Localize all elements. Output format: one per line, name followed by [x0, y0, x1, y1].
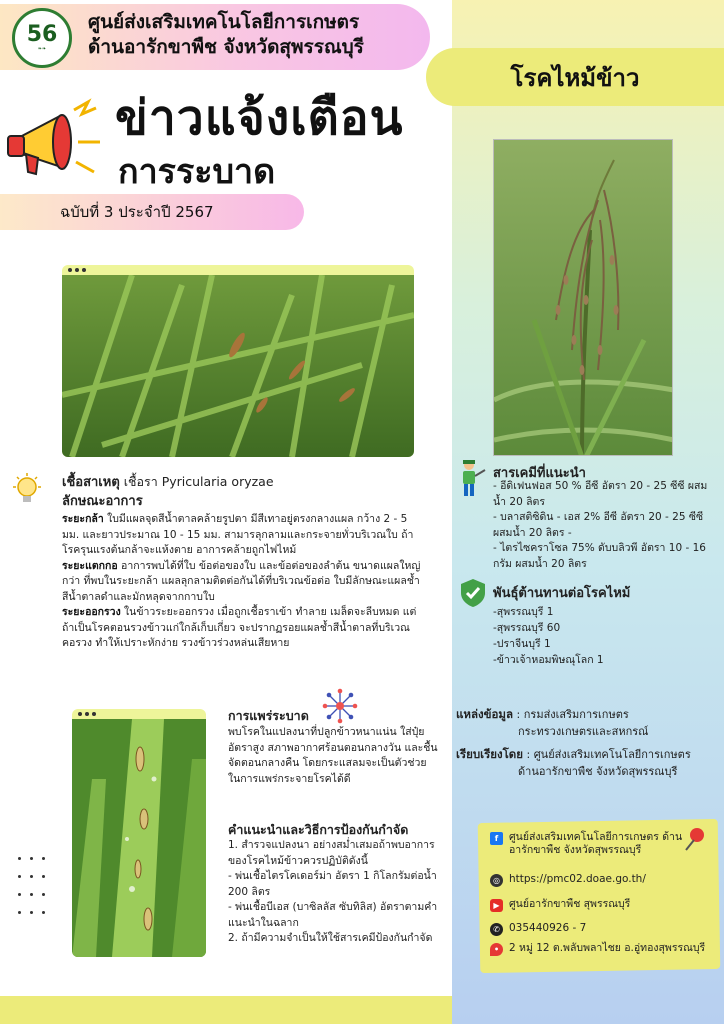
symptom-item: [62, 559, 422, 606]
source-line: [456, 706, 718, 723]
cause-label: เชื้อสาเหตุ: [62, 475, 120, 490]
compiled-line2: ด้านอารักขาพืช จังหวัดสุพรรณบุรี: [518, 765, 678, 778]
location-pin-icon: •: [490, 943, 503, 956]
variety-item: -สุพรรณบุรี 60: [493, 622, 561, 634]
compiled-line: [456, 746, 718, 763]
symptom-stage: ระยะกล้า: [62, 513, 104, 525]
source-label: แหล่งข้อมูล: [456, 707, 514, 721]
globe-icon: ◎: [490, 874, 503, 887]
source-value: : กรมส่งเสริมการเกษตร: [513, 708, 629, 721]
recommend-title: คำแนะนำและวิธีการป้องกันกำจัด: [228, 822, 409, 837]
farmer-sprayer-icon: [455, 458, 487, 498]
org-logo: [12, 8, 72, 68]
compiled-label: เรียบเรียงโดย: [456, 747, 523, 761]
decorative-dots: [18, 857, 58, 937]
leaf-lesion-photo-frame: [72, 709, 206, 957]
phone-icon: ✆: [490, 923, 503, 936]
contact-address: [490, 942, 705, 956]
chemicals-text: [493, 479, 713, 572]
cause-text: เชื้อรา Pyricularia oryzae: [119, 474, 274, 489]
spread-title: การแพร่ระบาด: [228, 708, 309, 723]
bottom-bar: [0, 996, 452, 1024]
compiled-value: : ศูนย์ส่งเสริมเทคโนโลยีการเกษตร: [523, 748, 691, 761]
disease-name-banner: [426, 48, 724, 106]
symptom-item: [62, 605, 422, 652]
leaf-blast-photo-frame: [62, 265, 414, 457]
issue-number: ฉบับที่ 3 ประจำปี 2567: [60, 203, 214, 221]
symptom-description: อาการพบได้ที่ใบ ข้อต่อของใบ และข้อต่อของลำต้น ขนาดแผลใหญ่กว่า ที่พบในระยะกล้า แผลลุกลามติดต่อกันได้ที่บริเวณข้อต่อ ใบมีลักษณะแผลช้ำสีน้ำตาลดำและมักหลุดจากกาบใบ: [62, 559, 421, 603]
cause-line: [62, 471, 274, 492]
source-block: [456, 706, 718, 780]
rice-panicle-photo: [493, 139, 673, 456]
disease-name: โรคไหม้ข้าว: [510, 63, 640, 92]
recommend-line: - พ่นเชื้อไตรโคเดอร์ม่า อัตรา 1 กิโลกรัมต่อน้ำ 200 ลิตร: [228, 870, 437, 898]
facebook-text: ศูนย์ส่งเสริมเทคโนโลยีการเกษตร ด้านอารักขาพืช จังหวัดสุพรรณบุรี: [509, 831, 683, 856]
logo-number: 56: [26, 22, 58, 47]
megaphone-icon: [4, 92, 104, 182]
symptom-stage: ระยะแตกกอ: [62, 559, 118, 572]
spread-text: พบโรคในแปลงนาที่ปลูกข้าวหนาแน่น ใส่ปุ๋ยอัตราสูง สภาพอากาศร้อนตอนกลางวัน และชื้นจัดตอนกลางคืน โดยกระแสลมจะเป็นตัวช่วยในการแพร่กระจายโรคได้ดี: [228, 726, 438, 785]
photo-frame-bar: [62, 265, 414, 275]
facebook-icon: f: [490, 832, 503, 845]
recommend-text: [228, 838, 442, 947]
contact-phone[interactable]: [490, 922, 586, 936]
lightbulb-icon: [10, 472, 44, 510]
variety-item: -สุพรรณบุรี 1: [493, 606, 554, 618]
logo-leaf-icon: ❧❧: [37, 46, 47, 52]
recommend-line: 1. สำรวจแปลงนา อย่างสม่ำเสมอถ้าพบอาการของโรคไหม้ข้าวควรปฏิบัติดังนี้: [228, 839, 435, 867]
variety-item: -ข้าวเจ้าหอมพิษณุโลก 1: [493, 654, 604, 666]
news-subtitle: การระบาด: [118, 152, 276, 192]
issue-banner: [0, 194, 304, 230]
symptoms-text: [62, 512, 422, 652]
recommend-line: - พ่นเชื้อบีเอส (บาซิลลัส ซับทิลิส) อัตราตามคำแนะนำในฉลาก: [228, 901, 438, 929]
symptom-item: [62, 512, 422, 559]
address-text: 2 หมู่ 12 ต.พลับพลาไชย อ.อู่ทองสุพรรณบุรี: [509, 942, 706, 954]
varieties-title: พันธุ์ต้านทานต่อโรคไหม้: [493, 586, 631, 601]
symptoms-heading: ลักษณะอาการ: [62, 494, 143, 509]
contact-website[interactable]: [490, 873, 646, 887]
org-title-line1: ศูนย์ส่งเสริมเทคโนโลยีการเกษตร: [88, 11, 360, 33]
contact-facebook[interactable]: [490, 831, 699, 857]
symptom-description: ใบมีแผลจุดสีน้ำตาลคล้ายรูปตา มีสีเทาอยู่ตรงกลางแผล กว้าง 2 - 5 มม. และยาวประมาณ 10 - 15 มม. สามารลุกลามและกระจายทั่วบริเวณใบ ถ้าโรครุนแรงต้นกล้าจะแห้งตาย อาการคล้ายถูกไฟไหม้: [62, 513, 414, 556]
youtube-text: ศูนย์อารักขาพืช สุพรรณบุรี: [509, 898, 631, 910]
chemical-line: - อีดิเฟนฟอส 50 % อีซี อัตรา 20 - 25 ซีซี ผสมน้ำ 20 ลิตร: [493, 480, 708, 508]
shield-check-icon: [459, 578, 487, 608]
rice-panicle-image: [494, 140, 673, 456]
variety-item: -ปราจีนบุรี 1: [493, 638, 551, 650]
source-line2: กระทรวงเกษตรและสหกรณ์: [518, 725, 649, 738]
news-title: ข่าวแจ้งเตือน: [115, 90, 404, 146]
chemical-line: - ไตรไซคราโซล 75% ดับบลิวพี อัตรา 10 - 16 กรัม ผสมน้ำ 20 ลิตร: [493, 542, 706, 570]
youtube-icon: ▶: [490, 899, 503, 912]
recommend-line: 2. ถ้ามีความจำเป็นให้ใช้สารเคมีป้องกันกำจัด: [228, 932, 433, 944]
symptom-description: ในข้าวระยะออกรวง เมื่อถูกเชื้อราเข้า ทำลาย เมล็ดจะลีบหมด แต่ถ้าเป็นโรคตอนรวงข้าวแก่ใกล้เก็บเกี่ยว จะปรากฏรอยแผลช้ำสีน้ำตาลที่บริเวณคอรวง ทำให้เปราะหักง่าย รวงข้าวร่วงหล่นเสียหาย: [62, 606, 417, 649]
chemical-line: - บลาสติซิดิน - เอส 2% อีซี อัตรา 20 - 25 ซีซี ผสมน้ำ 20 ลิตร -: [493, 511, 704, 539]
network-icon: [322, 688, 358, 724]
chemicals-title: สารเคมีที่แนะนำ: [493, 466, 586, 481]
photo-frame-bar: [72, 709, 206, 719]
contact-youtube[interactable]: [490, 898, 630, 912]
leaf-blast-photo: [62, 275, 414, 457]
website-text: https://pmc02.doae.go.th/: [509, 873, 646, 885]
leaf-lesion-photo: [72, 719, 206, 957]
org-title-line2: ด้านอารักขาพืช จังหวัดสุพรรณบุรี: [88, 36, 364, 58]
varieties-list: [493, 604, 703, 668]
phone-text: 035440926 - 7: [509, 922, 587, 934]
symptom-stage: ระยะออกรวง: [62, 606, 121, 618]
org-title: [88, 10, 364, 60]
